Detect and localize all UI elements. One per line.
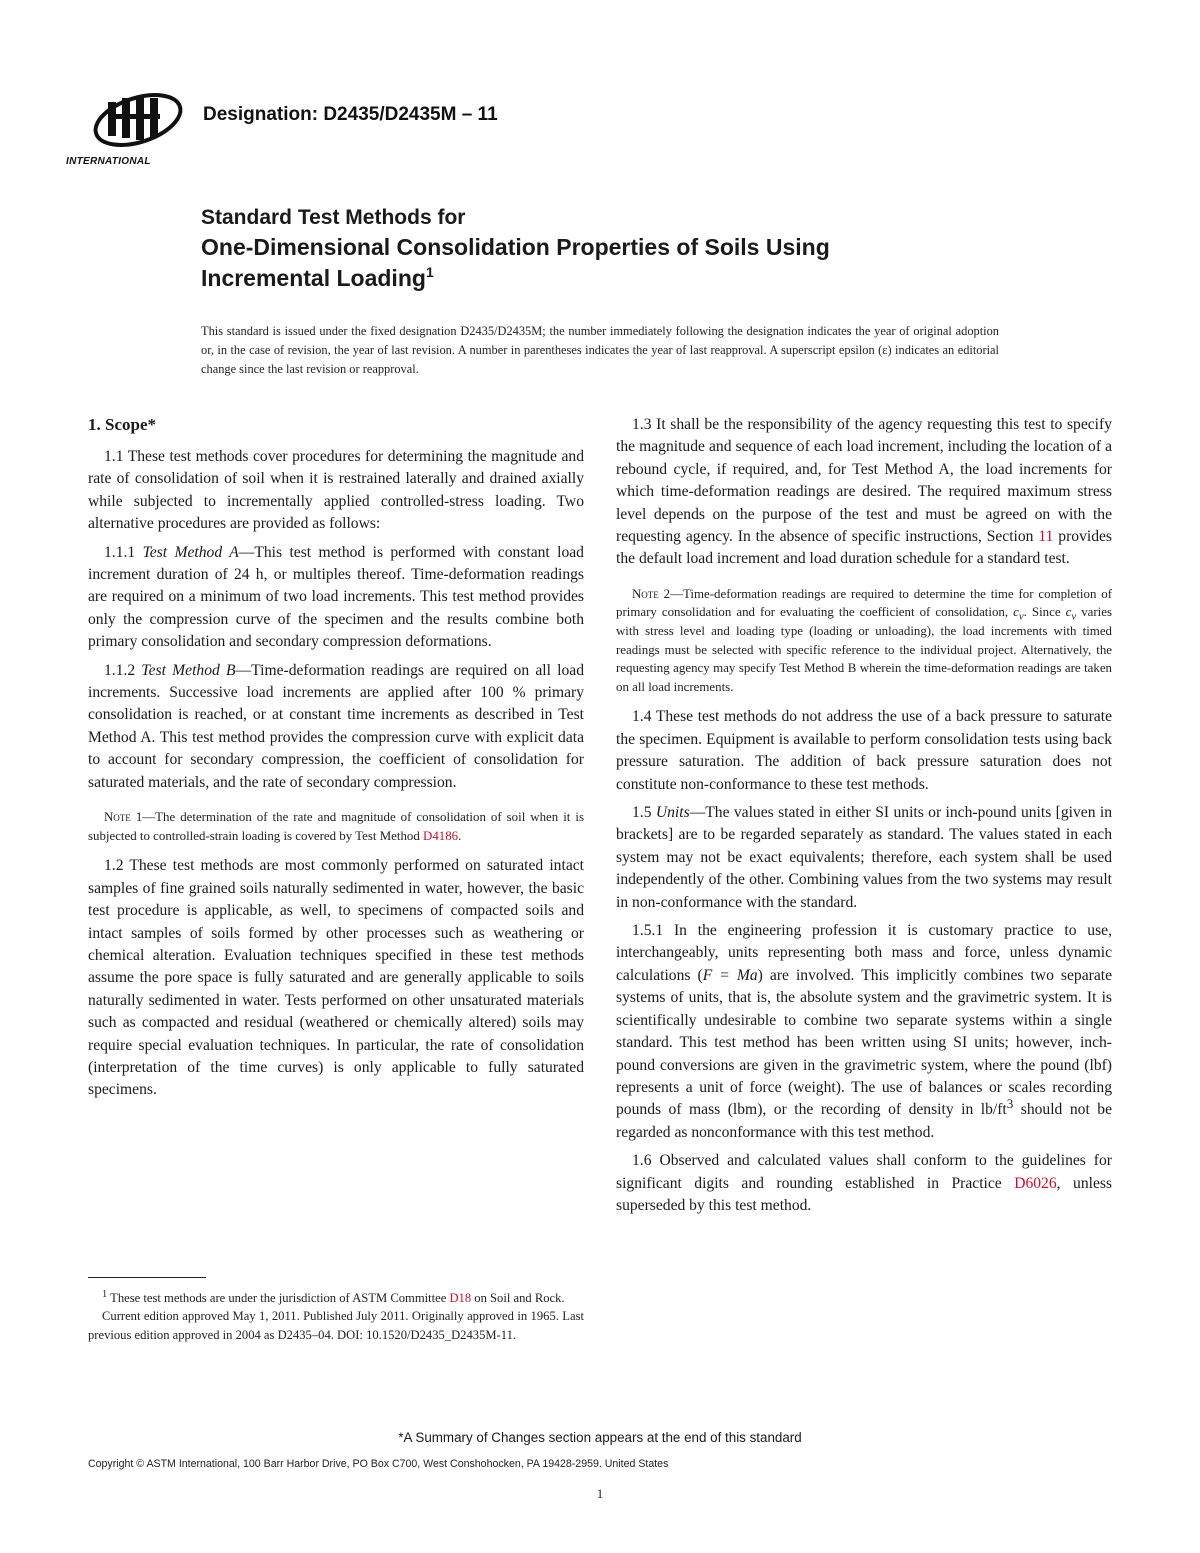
note-text: —Time-deformation readings are required to determine the time for completion of primary consolidation and for evaluating the coefficient of consolidation,	[616, 586, 1113, 620]
footnote-mark: 1	[102, 1288, 108, 1300]
paragraph-text: —This test method is performed with constant load increment duration of 24 h, or multiples thereof. Time-deformation readings are required on a minimum of two load increments. This test method provides only the compression curve of the specimen and the results combine both primary consolidation and secondary compression deformations.	[88, 543, 584, 651]
title-footnote-mark: 1	[425, 264, 434, 280]
footnote-text: These test methods are under the jurisdiction of ASTM Committee	[107, 1291, 450, 1305]
paragraph-1-2: 1.2 These test methods are most commonly performed on saturated intact samples of fine grained soils naturally sedimented in water, however, the basic test procedure is applicable, as well, to specimens of compacted soils and intact samples of soils formed by other processes such as weathering or chemical alteration. Evaluation techniques specified in these test methods assume the pore space is fully saturated and are generally applicable to soils naturally sedimented in water. Tests performed on other unsaturated materials such as compacted and residual (weathered or chemically altered) soils may require special evaluation techniques. In particular, the rate of consolidation (interpretation of the time curves) is only applicable to fully saturated specimens.	[88, 857, 584, 1099]
note-2	[616, 585, 1112, 697]
term-units: Units	[655, 804, 690, 822]
term-test-method-a: Test Method A	[142, 543, 239, 561]
document-title	[201, 204, 1021, 294]
title-line-1: Standard Test Methods for	[201, 206, 466, 229]
copyright: Copyright © ASTM International, 100 Barr Harbor Drive, PO Box C700, West Conshohocken, PA 19428-2959. United States	[88, 1458, 669, 1470]
issue-note: This standard is issued under the fixed designation D2435/D2435M; the number immediately following the designation indicates the year of original adoption or, in the case of revision, the year of last revision. A number in parentheses indicates the year of last reapproval. A superscript epsilon (ε) indicates an editorial change since the last revision or reapproval.	[201, 324, 999, 376]
paragraph-1-5	[616, 802, 1112, 914]
paragraph-text: , unless superseded by this test method.	[616, 1174, 1113, 1214]
superscript-3: 3	[1006, 1096, 1014, 1112]
footnote-edition: Current edition approved May 1, 2011. Published July 2011. Originally approved in 1965. Last previous edition approved in 2004 as D2435–04. DOI: 10.1520/D2435_D2435M-11.	[88, 1309, 584, 1342]
note-text: —The determination of the rate and magnitude of consolidation of soil when it is subjected to controlled-strain loading is covered by Test Method	[88, 810, 584, 843]
paragraph-1-3	[616, 414, 1112, 571]
section-heading-scope: 1. Scope*	[88, 415, 156, 434]
link-d4186[interactable]: D4186	[423, 828, 459, 843]
note-label: Note 2	[632, 586, 671, 601]
right-column	[616, 414, 1112, 1223]
paragraph-text: 1.6 Observed and calculated values shall conform to the guidelines for significant digits and rounding established in Practice	[616, 1152, 1112, 1192]
footnote-1	[88, 1289, 584, 1307]
title-line-3	[201, 263, 1021, 294]
left-column	[88, 414, 584, 1108]
paragraph-text: 1.3 It shall be the responsibility of the agency requesting this test to specify the magnitude and sequence of each load increment, including the location of a rebound cycle, if required, and, for Test Method A, the load increments for which time-deformation readings are desired. The required maximum stress level depends on the purpose of the test and must be agreed on with the requesting agency. In the absence of specific instructions, Section	[616, 416, 1112, 546]
paragraph-1-1: 1.1 These test methods cover procedures for determining the magnitude and rate of consolidation of soil when it is restrained laterally and drained axially while subjected to incrementally applied controlled-stress loading. Two alternative procedures are provided as follows:	[88, 448, 584, 533]
paragraph-1-1-1	[88, 542, 584, 654]
designation: Designation: D2435/D2435M – 11	[203, 104, 498, 125]
paragraph-text: should not be regarded as nonconformance with this test method.	[616, 1101, 1112, 1141]
symbol-cv-subscript: v	[1018, 611, 1024, 624]
paragraph-1-6	[616, 1150, 1112, 1217]
paragraph-text: ) are involved. This implicitly combines two separate systems of units, that is, the absolute system and the gravimetric system. It is scientifically undesirable to combine two separate systems within a single standard. This test method has been written using SI units; however, inch-pound conversions are given in the gravimetric system, where the pound (lbf) represents a unit of force (weight). The use of balances or scales recording pounds of mass (lbm), or the recording of density in lb/ft	[616, 966, 1112, 1119]
link-section-11[interactable]: 11	[1038, 528, 1054, 546]
title-line-3-text: Incremental Loading	[201, 265, 426, 291]
title-line-2: One-Dimensional Consolidation Properties of Soils Using	[201, 234, 830, 260]
note-text: varies with stress level and loading type (loading or unloading), the load increments with timed readings must be selected with specific reference to the individual project. Alternatively, the requesting agency may specify Test Method B wherein the time-deformation readings are taken on all load increments.	[616, 605, 1112, 694]
paragraph-number: 1.1.2	[104, 661, 142, 679]
footnote-rule	[88, 1277, 206, 1278]
astm-logo	[66, 88, 188, 170]
symbol-cv-subscript: v	[1071, 611, 1077, 624]
paragraph-text: —Time-deformation readings are required on all load increments. Successive load increments are applied after 100 % primary consolidation is reached, or at constant time increments as described in Test Method A. This test method provides the compression curve with explicit data to account for secondary compression, the coefficient of consolidation for saturated materials, and the rate of secondary compression.	[88, 661, 584, 791]
note-1	[88, 808, 584, 845]
paragraph-text: —The values stated in either SI units or inch-pound units [given in brackets] are to be regarded separately as standard. The values stated in each system may not be exact equivalents; therefore, each system shall be used independently of the other. Combining values from the two systems may result in non-conformance with the standard.	[616, 804, 1112, 911]
symbol-cv: c	[1013, 605, 1019, 620]
symbol-cv: c	[1065, 605, 1072, 620]
paragraph-number: 1.5	[632, 804, 656, 822]
logo-text: INTERNATIONAL	[66, 156, 151, 167]
footnotes	[88, 1289, 584, 1344]
note-label: Note 1	[104, 810, 143, 825]
footnote-end: on Soil and Rock.	[471, 1291, 565, 1305]
paragraph-text: provides the default load increment and load duration schedule for a standard test.	[616, 528, 1112, 568]
paragraph-1-5-1	[616, 920, 1112, 1144]
link-d18[interactable]: D18	[449, 1291, 472, 1305]
summary-of-changes-note: *A Summary of Changes section appears at the end of this standard	[398, 1430, 802, 1445]
paragraph-1-4: 1.4 These test methods do not address the use of a back pressure to saturate the specimen. Equipment is available to perform consolidation tests using back pressure saturation. The addition of back pressure saturation does not constitute non-conformance to these test methods.	[616, 708, 1112, 793]
term-test-method-b: Test Method B	[141, 661, 236, 679]
formula: F = Ma	[702, 966, 758, 984]
paragraph-number: 1.1.1	[104, 543, 143, 561]
page-number: 1	[596, 1486, 604, 1501]
link-d6026[interactable]: D6026	[1014, 1174, 1057, 1192]
paragraph-1-1-2	[88, 660, 584, 794]
note-end: .	[458, 828, 462, 843]
note-text: . Since	[1023, 605, 1066, 620]
paragraph-text: 1.5.1 In the engineering profession it is customary practice to use, interchangeably, units representing both mass and force, unless dynamic calculations (	[616, 922, 1112, 984]
